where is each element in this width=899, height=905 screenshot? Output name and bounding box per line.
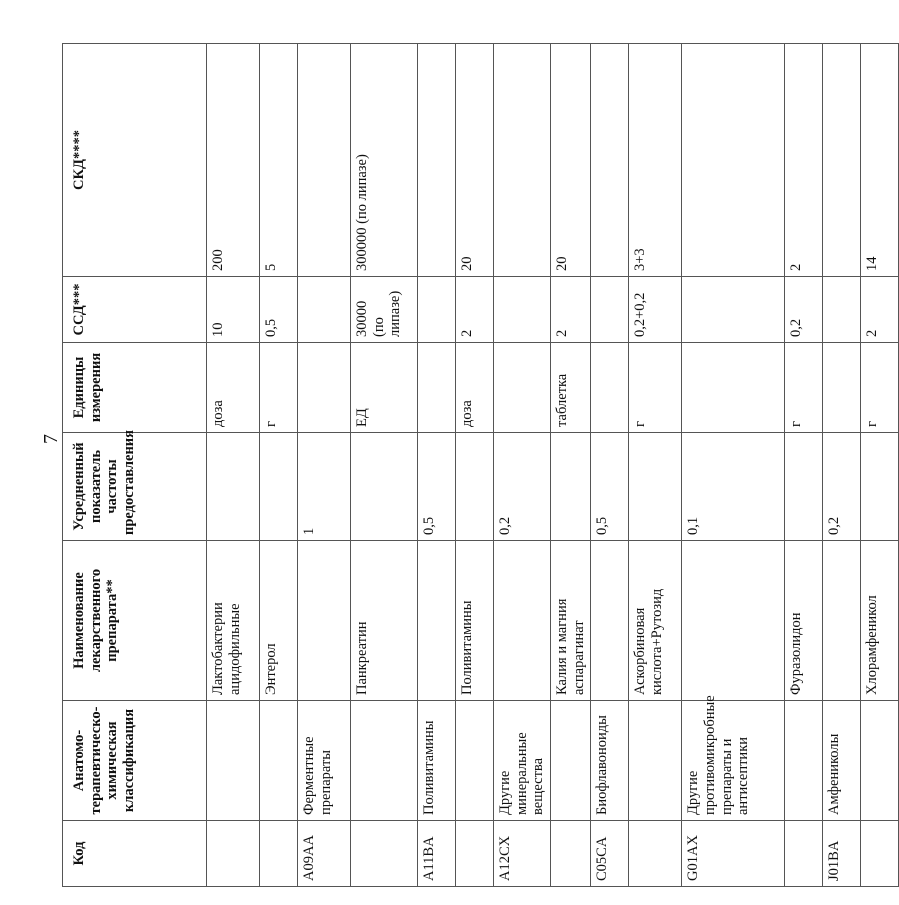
drug-table xyxy=(62,43,899,887)
cell-atc: Другие минеральные вещества xyxy=(494,701,551,821)
header-drug: Наименование лекарственного препарата** xyxy=(63,541,207,701)
cell-skd: 200 xyxy=(207,44,260,277)
cell-drug: Аскорбиновая кислота+Рутозид xyxy=(629,541,682,701)
cell-ssd: 0,2 xyxy=(785,277,823,343)
table-row xyxy=(591,44,629,887)
cell-freq xyxy=(861,433,899,541)
cell-code xyxy=(207,821,260,887)
header-ssd: ССД*** xyxy=(63,277,207,343)
cell-drug: Поливитамины xyxy=(456,541,494,701)
cell-skd: 2 xyxy=(785,44,823,277)
cell-atc: Другие противомикробные препараты и антисептики xyxy=(682,701,785,821)
cell-unit: таблетка xyxy=(551,343,591,433)
cell-freq xyxy=(456,433,494,541)
cell-atc xyxy=(351,701,418,821)
cell-atc xyxy=(629,701,682,821)
cell-unit: г xyxy=(785,343,823,433)
cell-atc xyxy=(861,701,899,821)
cell-skd xyxy=(682,44,785,277)
cell-skd xyxy=(591,44,629,277)
cell-atc xyxy=(207,701,260,821)
cell-skd xyxy=(418,44,456,277)
cell-skd: 20 xyxy=(551,44,591,277)
cell-code: G01AX xyxy=(682,821,785,887)
page-number: 7 xyxy=(40,434,62,444)
header-atc: Анатомо-терапевтическо-химическая классификация xyxy=(63,701,207,821)
cell-code xyxy=(551,821,591,887)
cell-drug: Лактобактерии ацидофильные xyxy=(207,541,260,701)
table-row xyxy=(494,44,551,887)
cell-unit: г xyxy=(260,343,298,433)
cell-ssd: 2 xyxy=(456,277,494,343)
cell-unit: г xyxy=(629,343,682,433)
cell-atc: Биофлавоноиды xyxy=(591,701,629,821)
cell-code xyxy=(456,821,494,887)
cell-drug xyxy=(298,541,351,701)
cell-drug xyxy=(591,541,629,701)
table-row xyxy=(785,44,823,887)
cell-atc xyxy=(785,701,823,821)
cell-drug: Калия и магния аспарагинат xyxy=(551,541,591,701)
cell-drug: Фуразолидон xyxy=(785,541,823,701)
cell-ssd xyxy=(494,277,551,343)
table-row xyxy=(682,44,785,887)
cell-skd: 5 xyxy=(260,44,298,277)
cell-code: A09AA xyxy=(298,821,351,887)
cell-atc: Амфениколы xyxy=(823,701,861,821)
table-row xyxy=(351,44,418,887)
cell-unit: доза xyxy=(456,343,494,433)
cell-unit xyxy=(494,343,551,433)
cell-drug xyxy=(418,541,456,701)
cell-drug: Панкреатин xyxy=(351,541,418,701)
cell-ssd: 10 xyxy=(207,277,260,343)
cell-ssd xyxy=(298,277,351,343)
cell-ssd: 30000 (по липазе) xyxy=(351,277,418,343)
cell-drug xyxy=(682,541,785,701)
cell-freq: 1 xyxy=(298,433,351,541)
table-row xyxy=(207,44,260,887)
header-skd: СКД**** xyxy=(63,44,207,277)
cell-atc xyxy=(551,701,591,821)
cell-skd xyxy=(298,44,351,277)
cell-ssd xyxy=(591,277,629,343)
cell-unit: г xyxy=(861,343,899,433)
cell-ssd xyxy=(418,277,456,343)
cell-code: J01BA xyxy=(823,821,861,887)
cell-skd: 20 xyxy=(456,44,494,277)
cell-ssd xyxy=(823,277,861,343)
cell-drug: Хлорамфеникол xyxy=(861,541,899,701)
cell-drug xyxy=(823,541,861,701)
cell-skd xyxy=(823,44,861,277)
cell-code: C05CA xyxy=(591,821,629,887)
table-row xyxy=(551,44,591,887)
cell-freq xyxy=(785,433,823,541)
cell-freq: 0,2 xyxy=(823,433,861,541)
cell-ssd: 0,5 xyxy=(260,277,298,343)
cell-ssd: 2 xyxy=(551,277,591,343)
cell-freq xyxy=(207,433,260,541)
cell-code xyxy=(260,821,298,887)
cell-code xyxy=(629,821,682,887)
cell-ssd: 0,2+0,2 xyxy=(629,277,682,343)
drug-table-container xyxy=(62,44,881,887)
cell-unit xyxy=(298,343,351,433)
table-row xyxy=(861,44,899,887)
cell-unit xyxy=(682,343,785,433)
table-row xyxy=(260,44,298,887)
cell-atc: Поливитамины xyxy=(418,701,456,821)
cell-freq xyxy=(260,433,298,541)
cell-code: A11BA xyxy=(418,821,456,887)
cell-atc xyxy=(456,701,494,821)
cell-skd: 300000 (по липазе) xyxy=(351,44,418,277)
cell-skd: 3+3 xyxy=(629,44,682,277)
cell-code xyxy=(351,821,418,887)
table-row xyxy=(456,44,494,887)
cell-atc xyxy=(260,701,298,821)
cell-ssd: 2 xyxy=(861,277,899,343)
cell-freq: 0,5 xyxy=(418,433,456,541)
cell-skd xyxy=(494,44,551,277)
cell-freq: 0,1 xyxy=(682,433,785,541)
cell-code: A12CX xyxy=(494,821,551,887)
cell-unit xyxy=(418,343,456,433)
cell-freq xyxy=(629,433,682,541)
header-freq: Усредненный показатель частоты предоставления xyxy=(63,433,207,541)
cell-drug: Энтерол xyxy=(260,541,298,701)
cell-ssd xyxy=(682,277,785,343)
cell-unit: ЕД xyxy=(351,343,418,433)
table-row xyxy=(418,44,456,887)
cell-skd: 14 xyxy=(861,44,899,277)
table-row xyxy=(629,44,682,887)
cell-freq: 0,5 xyxy=(591,433,629,541)
table-row xyxy=(823,44,861,887)
table-row xyxy=(298,44,351,887)
cell-unit xyxy=(823,343,861,433)
cell-code xyxy=(861,821,899,887)
cell-unit xyxy=(591,343,629,433)
cell-freq: 0,2 xyxy=(494,433,551,541)
cell-code xyxy=(785,821,823,887)
cell-atc: Ферментные препараты xyxy=(298,701,351,821)
cell-drug xyxy=(494,541,551,701)
table-header-row xyxy=(63,44,207,887)
cell-freq xyxy=(351,433,418,541)
cell-unit: доза xyxy=(207,343,260,433)
cell-freq xyxy=(551,433,591,541)
header-unit: Единицы измерения xyxy=(63,343,207,433)
header-code: Код xyxy=(63,821,207,887)
